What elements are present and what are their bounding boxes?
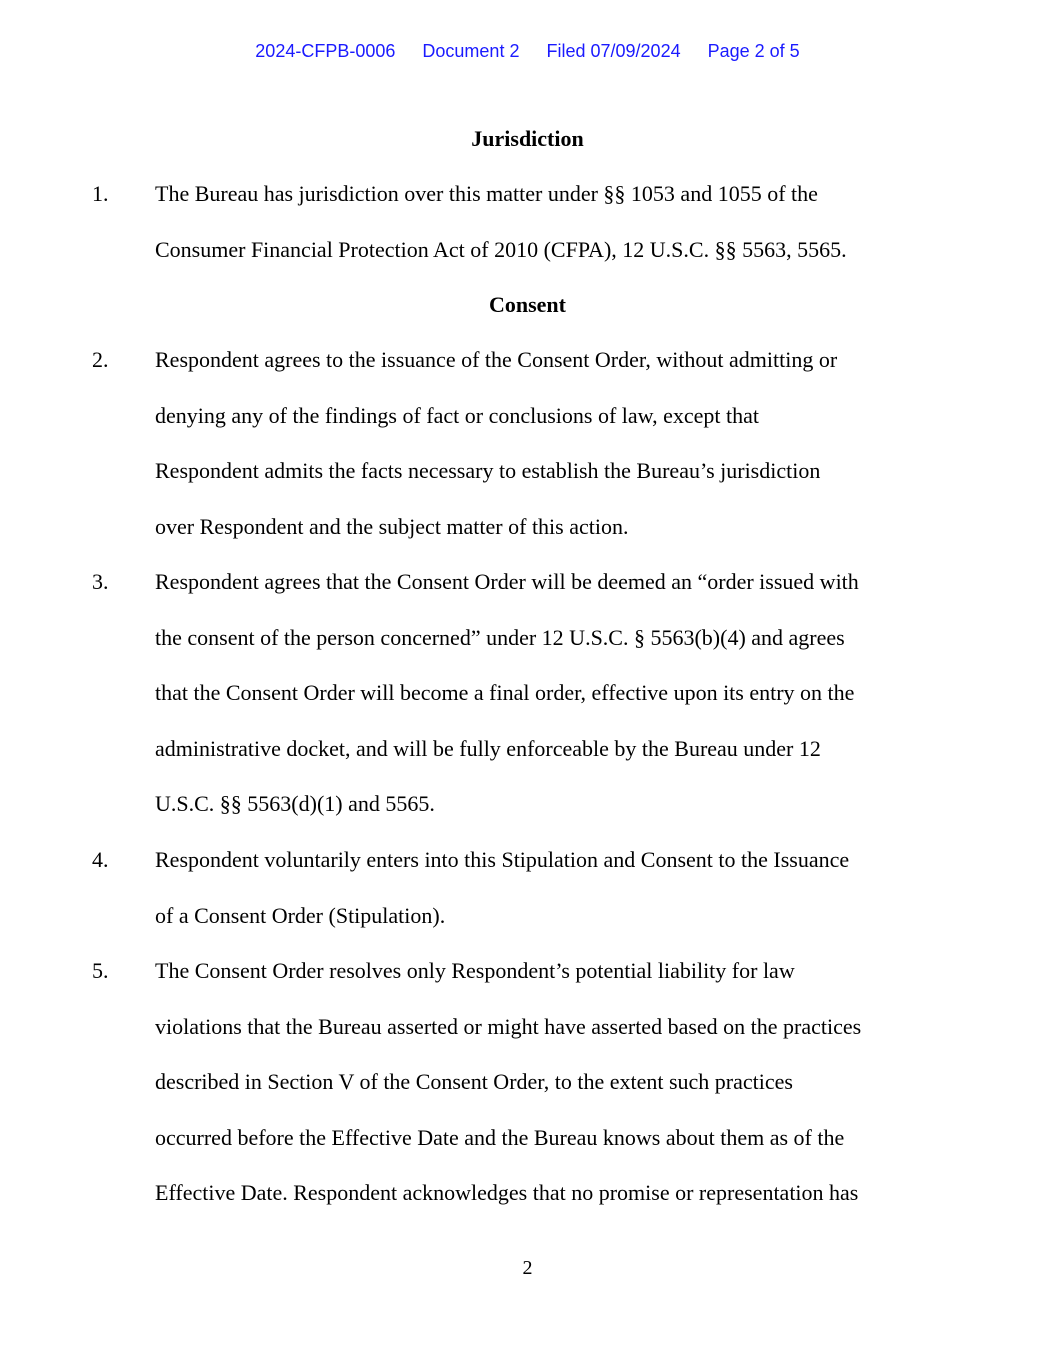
paragraph-line: denying any of the findings of fact or conclusions of law, except that [155, 403, 760, 428]
paragraph-line: Effective Date. Respondent acknowledges that no promise or representation has [155, 1180, 859, 1205]
paragraph-line: occurred before the Effective Date and the Bureau knows about them as of the [155, 1125, 845, 1150]
paragraph-line: administrative docket, and will be fully enforceable by the Bureau under 12 [155, 736, 821, 761]
paragraph-line: Respondent voluntarily enters into this Stipulation and Consent to the Issuance [155, 847, 850, 872]
paragraph-line: The Consent Order resolves only Respondent’s potential liability for law [155, 958, 795, 983]
paragraph-line: over Respondent and the subject matter of this action. [155, 514, 629, 539]
paragraph-line: Respondent admits the facts necessary to establish the Bureau’s jurisdiction [155, 458, 821, 483]
section-heading-consent: Consent [488, 292, 566, 317]
paragraph-number: 3. [92, 569, 109, 594]
paragraph-line: of a Consent Order (Stipulation). [155, 903, 446, 928]
document-label: Document 2 [422, 41, 520, 61]
paragraph-line: Respondent agrees that the Consent Order will be deemed an “order issued with [155, 569, 859, 594]
paragraph-line: The Bureau has jurisdiction over this matter under §§ 1053 and 1055 of the [155, 181, 818, 206]
section-heading-jurisdiction: Jurisdiction [471, 126, 584, 151]
filing-stamp-header [0, 38, 1055, 64]
paragraph-number: 1. [92, 181, 109, 206]
paragraph-line: violations that the Bureau asserted or might have asserted based on the practices [155, 1014, 862, 1039]
case-number: 2024-CFPB-0006 [255, 41, 396, 61]
page-number-footer: 2 [522, 1257, 533, 1279]
paragraph-line: described in Section V of the Consent Order, to the extent such practices [155, 1069, 793, 1094]
paragraph-number: 4. [92, 847, 109, 872]
paragraph-number: 2. [92, 347, 109, 372]
paragraph-line: Consumer Financial Protection Act of 2010 (CFPA), 12 U.S.C. §§ 5563, 5565. [155, 237, 847, 262]
paragraph-line: that the Consent Order will become a final order, effective upon its entry on the [155, 680, 855, 705]
filed-date: Filed 07/09/2024 [546, 41, 681, 61]
page-indicator: Page 2 of 5 [707, 41, 800, 61]
paragraph-line: the consent of the person concerned” under 12 U.S.C. § 5563(b)(4) and agrees [155, 625, 845, 650]
paragraph-line: U.S.C. §§ 5563(d)(1) and 5565. [155, 791, 435, 816]
paragraph-number: 5. [92, 958, 109, 983]
paragraph-line: Respondent agrees to the issuance of the Consent Order, without admitting or [155, 347, 838, 372]
